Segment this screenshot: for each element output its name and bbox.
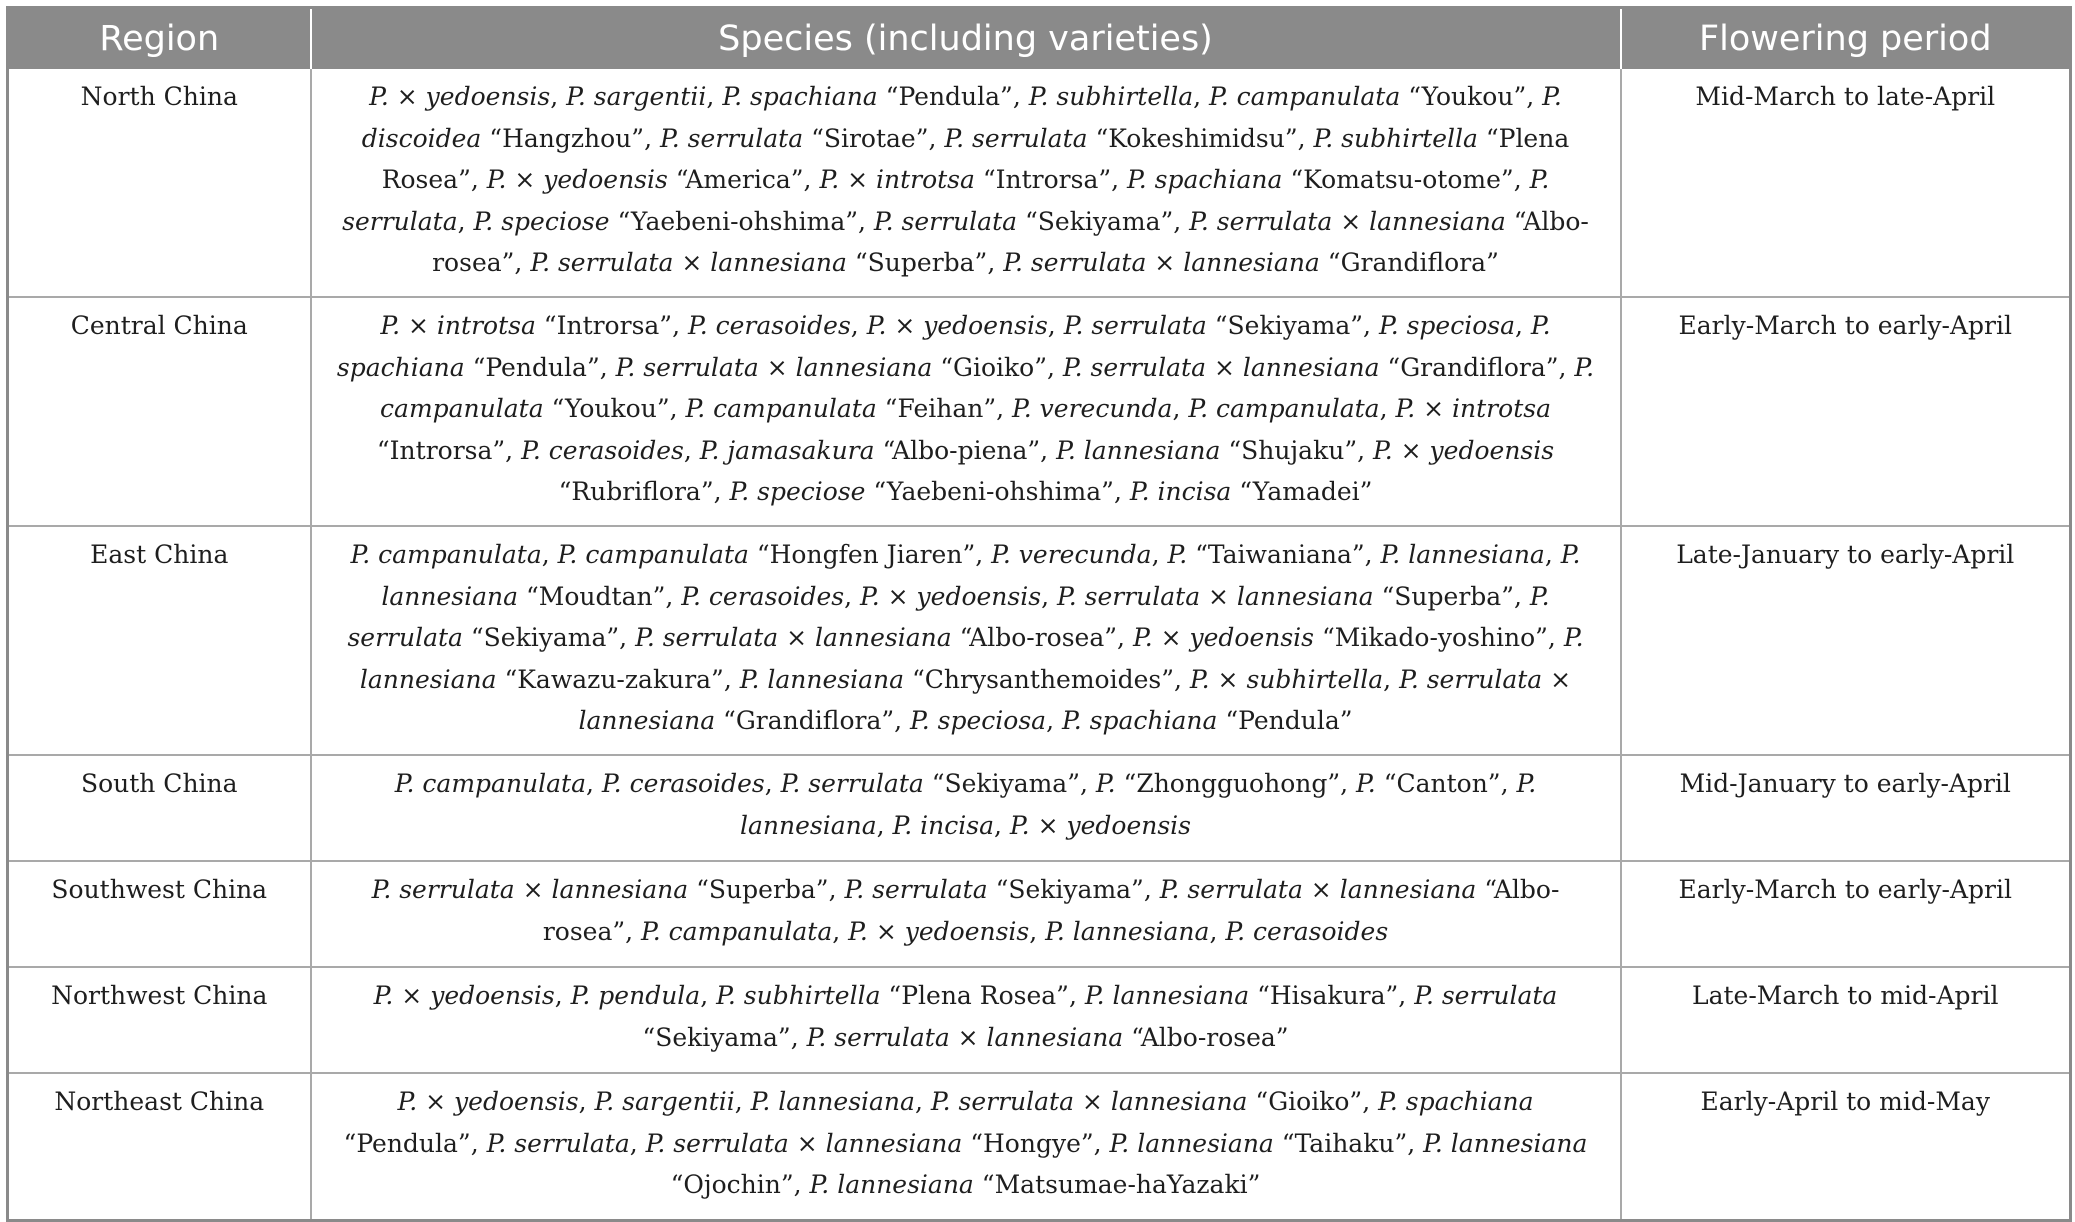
species-name: P. cerasoides	[601, 769, 765, 798]
cultivar-text: ,	[457, 206, 474, 236]
cultivar-text: “Albo-rosea”,	[542, 875, 1560, 946]
cultivar-text: ,	[683, 435, 700, 465]
species-name: P. speciosa	[1378, 311, 1515, 340]
cultivar-text: ,	[1544, 540, 1561, 569]
header-region: Region	[8, 8, 311, 70]
region-cell: South China	[8, 755, 311, 861]
cultivar-text: “Grandiflora”	[1319, 248, 1499, 277]
species-name: P. serrulata × lannesiana	[635, 623, 952, 652]
cultivar-text: “Sekiyama”,	[1206, 311, 1379, 340]
cultivar-text: “Hongfen Jiaren”,	[748, 540, 992, 569]
species-name: P. serrulata × lannesiana	[615, 352, 933, 382]
cultivar-text: “Ojochin”,	[670, 1170, 810, 1199]
cultivar-text: ,	[1151, 540, 1168, 569]
species-name: P. serrulata	[873, 206, 1018, 236]
species-name: P. campanulata	[350, 540, 542, 569]
flowering-period-cell: Mid-March to late-April	[1621, 69, 2071, 297]
table-row	[8, 69, 2071, 297]
species-name: P. × introtsa	[380, 311, 536, 340]
header-flowering-period: Flowering period	[1621, 8, 2071, 70]
cultivar-text: ,	[994, 810, 1010, 840]
species-name: P. spachiana	[722, 82, 878, 111]
cultivar-text: ,	[554, 981, 571, 1010]
cultivar-text: “Sekiyama”,	[987, 875, 1160, 904]
species-name: P. serrulata × lannesiana	[1159, 875, 1477, 904]
species-name: P. discoidea	[361, 82, 1562, 153]
region-cell: Southwest China	[8, 861, 311, 967]
species-name: P. incisa	[892, 810, 995, 840]
flowering-period-cell: Early-March to early-April	[1621, 297, 2071, 526]
cultivar-text: “Sekiyama”,	[923, 769, 1096, 798]
species-name: P. jamasakura	[699, 435, 875, 465]
species-cell	[311, 297, 1621, 526]
species-name: P. × introtsa	[819, 165, 975, 194]
species-name: P. serrulata	[944, 123, 1088, 153]
species-name: P. cerasoides	[521, 435, 684, 465]
header-row	[8, 8, 2071, 70]
flowering-period-cell: Early-April to mid-May	[1621, 1073, 2071, 1221]
cultivar-text: “Komatsu-otome”,	[1282, 165, 1530, 194]
species-name: P. campanulata	[394, 769, 587, 798]
cultivar-text: ,	[1193, 82, 1210, 111]
species-name: P. subhirtella	[716, 981, 881, 1010]
cultivar-text: “Hisakura”,	[1249, 981, 1415, 1010]
cultivar-text: “Gioiko”,	[932, 352, 1063, 382]
species-name: P. spachiana	[1062, 706, 1218, 735]
table-row	[8, 297, 2071, 526]
cultivar-text: “Gioiko”,	[1247, 1087, 1379, 1116]
cultivar-text: “Feihan”,	[876, 394, 1013, 423]
cultivar-text: “Zhongguohong”,	[1115, 769, 1357, 798]
species-name: P.	[1356, 769, 1376, 798]
species-cell	[311, 967, 1621, 1073]
cultivar-text: ,	[832, 916, 849, 946]
species-name: P. serrulata × lannesiana	[530, 248, 847, 277]
species-cell	[311, 861, 1621, 967]
table-header	[8, 8, 2071, 70]
region-cell: East China	[8, 526, 311, 755]
species-name: P. campanulata	[380, 352, 1595, 423]
species-name: P. × yedoensis	[848, 916, 1030, 946]
cultivar-text: “Taihaku”,	[1273, 1128, 1424, 1158]
table-row	[8, 755, 2071, 861]
species-name: P. cerasoides	[681, 581, 845, 611]
species-name: P. serrulata × lannesiana	[930, 1087, 1248, 1116]
species-name: P. sargentii	[594, 1087, 735, 1116]
cultivar-text: “Plena Rosea”,	[880, 981, 1085, 1010]
cultivar-text: ,	[1029, 916, 1046, 946]
species-name: P. × yedoensis	[1373, 435, 1555, 465]
cultivar-text: ,	[1379, 394, 1396, 423]
species-name: P. serrulata	[342, 165, 1550, 236]
cultivar-text: ,	[541, 540, 558, 569]
species-name: P.	[1095, 769, 1116, 798]
species-name: P. serrulata	[1414, 981, 1558, 1010]
species-name: P. × introtsa	[1395, 394, 1551, 423]
cultivar-text: ,	[734, 1087, 751, 1116]
species-name: P. lannesiana	[1423, 1128, 1588, 1158]
cultivar-text: “Introrsa”,	[535, 311, 688, 340]
cultivar-text: “Canton”,	[1375, 769, 1517, 798]
cultivar-text: “Yamadei”	[1231, 477, 1373, 506]
cultivar-text: ,	[578, 1087, 595, 1116]
region-cell: North China	[8, 69, 311, 297]
cultivar-text: “Superba”,	[1373, 581, 1530, 611]
species-name: P. subhirtella	[1028, 82, 1194, 111]
cultivar-text: “Mikado-yoshino”,	[1314, 623, 1564, 652]
species-name: P. cerasoides	[687, 311, 851, 340]
cultivar-text: ,	[764, 769, 781, 798]
species-name: P. serrulata	[1063, 311, 1207, 340]
cultivar-text: “Superba”,	[688, 875, 845, 904]
species-name: P. serrulata × lannesiana	[1062, 352, 1380, 382]
flowering-period-cell: Late-March to mid-April	[1621, 967, 2071, 1073]
region-cell: Northeast China	[8, 1073, 311, 1221]
species-name: P. lannesiana	[1109, 1128, 1274, 1158]
cultivar-text: “Youkou”,	[543, 394, 686, 423]
region-cell: Central China	[8, 297, 311, 526]
cultivar-text: “Pendula”,	[464, 352, 616, 382]
cherry-species-table	[6, 6, 2072, 1222]
species-name: P. × yedoensis	[866, 311, 1048, 340]
species-name: P. spachiana	[1127, 165, 1283, 194]
species-name: P. incisa	[1129, 477, 1232, 506]
cultivar-text: ,	[1047, 311, 1064, 340]
cultivar-text: ,	[850, 311, 867, 340]
species-name: P. serrulata × lannesiana	[806, 1022, 1124, 1052]
cultivar-text: ,	[1172, 394, 1189, 423]
cultivar-text: “Matsumae-haYazaki”	[973, 1170, 1261, 1199]
species-name: P. lannesiana	[381, 540, 1581, 611]
cultivar-text: ,	[1046, 706, 1062, 735]
cultivar-text: “Sekiyama”,	[642, 1022, 807, 1052]
species-name: P. verecunda	[991, 540, 1152, 569]
species-name: P. × subhirtella	[1189, 664, 1384, 694]
species-name: P. lannesiana	[809, 1170, 974, 1199]
cultivar-text: “Albo-rosea”,	[432, 206, 1589, 277]
cultivar-text: ,	[1515, 311, 1531, 340]
cultivar-text: “Grandiflora”,	[715, 706, 911, 735]
species-name: P. lannesiana	[1380, 540, 1545, 569]
flowering-period-cell: Early-March to early-April	[1621, 861, 2071, 967]
cultivar-text: “Superba”,	[846, 248, 1004, 277]
cultivar-text: “Introrsa”,	[376, 435, 522, 465]
cultivar-text: ,	[550, 82, 567, 111]
species-name: P. campanulata	[557, 540, 749, 569]
species-name: P. lannesiana	[739, 664, 905, 694]
species-name: P. × yedoensis	[1132, 623, 1315, 652]
species-name: P. serrulata × lannesiana	[578, 664, 1572, 735]
species-name: P. serrulata × lannesiana	[1056, 581, 1374, 611]
table-row	[8, 1073, 2071, 1221]
table-row	[8, 861, 2071, 967]
species-name: P. lannesiana	[1084, 981, 1250, 1010]
cultivar-text: “Kawazu-zakura”,	[496, 664, 740, 694]
species-name: P. lannesiana	[739, 769, 1537, 840]
species-name: P. serrulata	[347, 581, 1550, 652]
species-cell	[311, 755, 1621, 861]
species-name: P. × yedoensis	[373, 981, 555, 1010]
cultivar-text: ,	[1209, 916, 1226, 946]
species-name: P. lannesiana	[1056, 435, 1221, 465]
species-name: P. serrulata × lannesiana	[1189, 206, 1506, 236]
cultivar-text: “Taiwaniana”,	[1187, 540, 1381, 569]
species-name: P. serrulata × lannesiana	[645, 1128, 963, 1158]
cultivar-text: “Sekiyama”,	[1017, 206, 1190, 236]
species-name: P. campanulata	[1188, 394, 1380, 423]
cultivar-text: ,	[914, 1087, 931, 1116]
species-name: P. serrulata	[486, 1128, 630, 1158]
cultivar-text: “Yaebeni-ohshima”,	[865, 477, 1130, 506]
cultivar-text: “Pendula”	[1217, 706, 1353, 735]
species-name: P. sargentii	[566, 82, 707, 111]
cultivar-text: “Chrysanthemoides”,	[904, 664, 1190, 694]
cultivar-text: “Albo-rosea”	[1123, 1022, 1289, 1052]
region-cell: Northwest China	[8, 967, 311, 1073]
cultivar-text: “Kokeshimidsu”,	[1087, 123, 1314, 153]
table-container	[6, 6, 2069, 1222]
cultivar-text: “Rubriflora”,	[558, 477, 730, 506]
species-name: P. spachiana	[336, 311, 1551, 382]
species-name: P. pendula	[570, 981, 701, 1010]
species-name: P. lannesiana	[1045, 916, 1210, 946]
cultivar-text: ,	[1041, 581, 1057, 611]
cultivar-text: ,	[844, 581, 860, 611]
species-name: P. subhirtella	[1313, 123, 1478, 153]
cultivar-text: “Grandiflora”,	[1379, 352, 1575, 382]
species-name: P. serrulata × lannesiana	[1003, 248, 1320, 277]
cultivar-text: ,	[1383, 664, 1400, 694]
species-name: P. verecunda	[1012, 394, 1173, 423]
table-row	[8, 526, 2071, 755]
species-name: P. campanulata	[685, 394, 877, 423]
species-cell	[311, 1073, 1621, 1221]
cultivar-text: “Albo-rosea”,	[951, 623, 1133, 652]
species-name: P. serrulata × lannesiana	[371, 875, 689, 904]
cultivar-text: “Albo-piena”,	[874, 435, 1057, 465]
species-name: P. × yedoensis	[486, 165, 668, 194]
species-name: P.	[1167, 540, 1188, 569]
species-name: P. serrulata	[844, 875, 988, 904]
cultivar-text: “Youkou”,	[1400, 82, 1543, 111]
species-name: P. speciosa	[910, 706, 1047, 735]
cultivar-text: “Pendula”,	[877, 82, 1029, 111]
flowering-period-cell: Mid-January to early-April	[1621, 755, 2071, 861]
species-name: P. × yedoensis	[859, 581, 1042, 611]
species-name: P. × yedoensis	[397, 1087, 579, 1116]
species-cell	[311, 526, 1621, 755]
species-name: P. lannesiana	[750, 1087, 915, 1116]
cultivar-text: “America”,	[667, 165, 820, 194]
cultivar-text: ,	[629, 1128, 646, 1158]
header-species: Species (including varieties)	[311, 8, 1621, 70]
cultivar-text: “Pendula”,	[343, 1128, 487, 1158]
table-row	[8, 967, 2071, 1073]
cultivar-text: “Introrsa”,	[974, 165, 1128, 194]
table-body	[8, 69, 2071, 1221]
species-name: P. spachiana	[1378, 1087, 1534, 1116]
species-name: P. speciose	[729, 477, 866, 506]
cultivar-text: “Sirotae”,	[803, 123, 945, 153]
species-name: P. serrulata	[780, 769, 924, 798]
cultivar-text: “Hangzhou”,	[481, 123, 660, 153]
species-name: P. cerasoides	[1225, 916, 1389, 946]
species-name: P. serrulata	[659, 123, 804, 153]
cultivar-text: “Plena Rosea”,	[381, 123, 1570, 194]
cultivar-text: ,	[586, 769, 602, 798]
species-name: P. campanulata	[1209, 82, 1401, 111]
cultivar-text: “Sekiyama”,	[462, 623, 636, 652]
species-name: P. speciose	[473, 206, 610, 236]
cultivar-text: “Moudtan”,	[518, 581, 682, 611]
flowering-period-cell: Late-January to early-April	[1621, 526, 2071, 755]
cultivar-text: “Shujaku”,	[1220, 435, 1374, 465]
species-cell	[311, 69, 1621, 297]
species-name: P. lannesiana	[359, 623, 1584, 694]
species-name: P. campanulata	[641, 916, 833, 946]
cultivar-text: “Hongye”,	[962, 1128, 1110, 1158]
cultivar-text: ,	[706, 82, 723, 111]
cultivar-text: ,	[876, 810, 893, 840]
species-name: P. × yedoensis	[369, 82, 551, 111]
species-name: P. × yedoensis	[1009, 810, 1191, 840]
cultivar-text: “Yaebeni-ohshima”,	[609, 206, 874, 236]
cultivar-text: ,	[700, 981, 717, 1010]
